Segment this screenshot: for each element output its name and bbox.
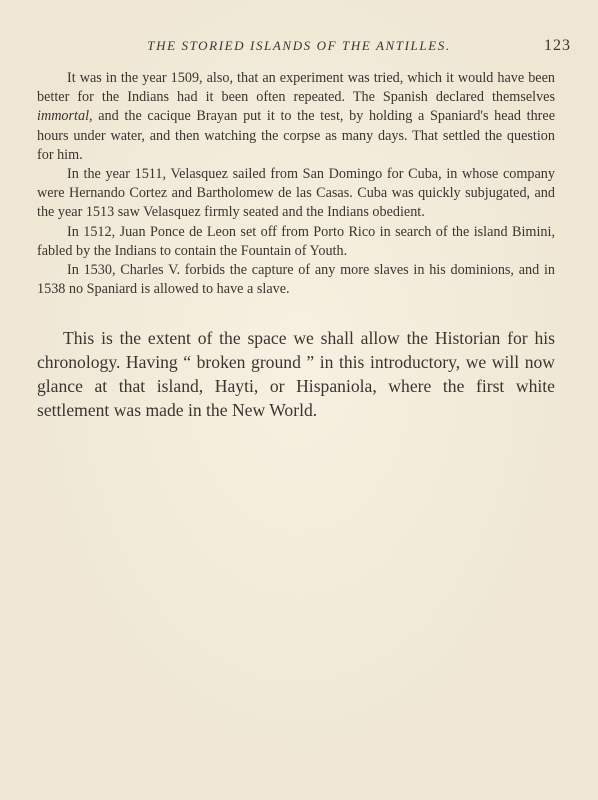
paragraph-hispaniola-intro: This is the extent of the space we shall allow the Historian for his chronology. Having “ broken ground ” in this introductory, we will now glance at that island, Hayti, or Hispaniola, where the first white settlement was made in the New World. [37,328,555,420]
transition-text [37,326,555,422]
paragraph-1511-velasquez: In the year 1511, Velasquez sailed from San Domingo for Cuba, in whose company were Hernando Cortez and Bartholomew de las Casas. Cuba was quickly subjugated, and the year 1513 saw Velasquez firmly seated and the Indians obedient. [37,166,555,221]
paragraph-text: It was in the year 1509, also, that an experiment was tried, which it would have been better for the Indians had it been often repeated. The Spanish declared themselves [37,70,555,106]
running-head [0,36,598,56]
page-number: 123 [544,37,571,54]
emphasis-immortal: immortal, [37,108,93,125]
paragraph-text: and the cacique Brayan put it to the test, by holding a Spaniard's head three hours under water, and then watching the corpse as many days. That settled the question for him. [37,108,555,163]
paragraph-1509-experiment [37,69,555,165]
paragraph-1512-ponce-de-leon: In 1512, Juan Ponce de Leon set off from Porto Rico in search of the island Bimini, fabled by the Indians to contain the Fountain of Youth. [37,223,555,259]
chronology-text [37,69,555,299]
paragraph-1530-charles-v: In 1530, Charles V. forbids the capture of any more slaves in his dominions, and in 1538 no Spaniard is allowed to have a slave. [37,262,555,298]
running-title: THE STORIED ISLANDS OF THE ANTILLES. [147,38,451,53]
